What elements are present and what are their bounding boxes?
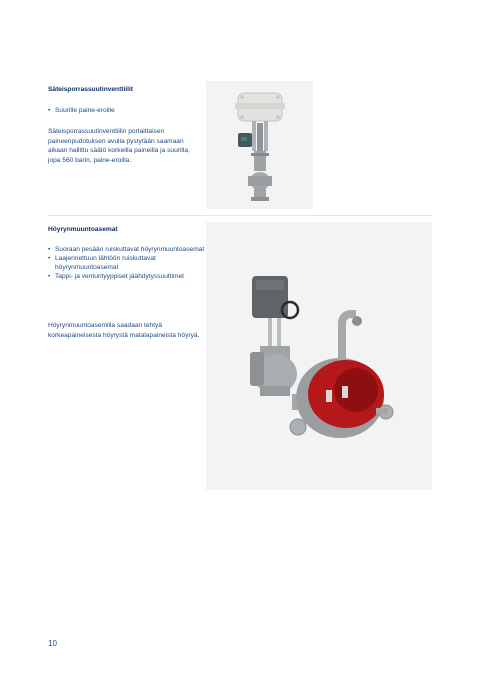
section-title-control-valves: Säteisporrassuutinventtiilit (48, 86, 134, 93)
page-number: 10 (48, 639, 57, 648)
section-title-desuperheaters: Höyrynmuuntoasemat (48, 226, 118, 233)
bullet-item: • Suurille paine-eroille (48, 106, 208, 115)
paragraph-desuperheaters: Höyrynmuuntoasemilla saadaan tehtyä korkeapaineisesta höyrystä matalapaineista höyryä. (48, 322, 200, 339)
desuperheater-illustration (206, 222, 432, 490)
desuperheater-image (206, 222, 432, 490)
control-valve-image (206, 81, 313, 209)
bullet-list-control-valves (48, 106, 208, 115)
paragraph-control-valves: Säteisporrassuutinventtiilin portaittaisen paineenpudotuksen avulla pystytään saamaan aikaan hallittu säätö korkeilla paineilla ja suurilla, jopa 560 barin, paine-eroilla. (48, 128, 190, 164)
bullet-item: • Suoraan pesään ruiskuttavat höyrynmuuntoasemat (48, 245, 208, 254)
bullet-item: • Tappi- ja venturityyppiset jäähdytyssuuttimet (48, 272, 208, 281)
bullet-item: • Laajennettuun lähtöön ruiskuttavat höyrynmuuntoasemat (48, 254, 208, 272)
bullet-list-desuperheaters (48, 245, 208, 281)
control-valve-illustration (206, 81, 313, 209)
section-divider (48, 215, 432, 216)
